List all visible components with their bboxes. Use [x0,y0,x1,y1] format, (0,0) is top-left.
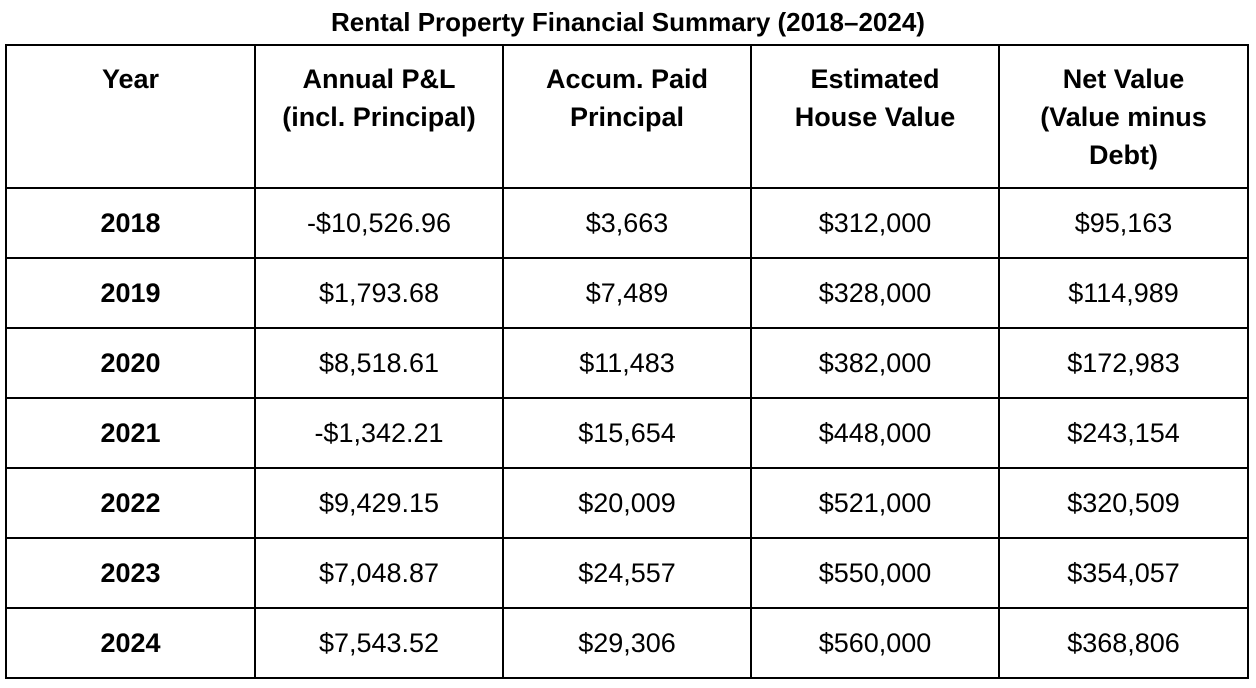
header-row [6,45,1248,188]
table-row [6,398,1248,468]
accum-principal-cell: $29,306 [503,608,751,678]
accum-principal-cell: $3,663 [503,188,751,258]
table-row [6,608,1248,678]
header-accum-paid-principal: Accum. Paid Principal [503,45,751,188]
house-value-cell: $560,000 [751,608,999,678]
header-year: Year [6,45,255,188]
house-value-cell: $550,000 [751,538,999,608]
header-annual-pl: Annual P&L (incl. Principal) [255,45,503,188]
accum-principal-cell: $7,489 [503,258,751,328]
annual-pl-cell: $9,429.15 [255,468,503,538]
year-cell: 2020 [6,328,255,398]
table-title: Rental Property Financial Summary (2018–2024) [331,7,925,37]
accum-principal-cell: $11,483 [503,328,751,398]
house-value-cell: $448,000 [751,398,999,468]
annual-pl-cell: -$10,526.96 [255,188,503,258]
table-row [6,258,1248,328]
year-cell: 2022 [6,468,255,538]
financial-summary-table [5,44,1249,679]
annual-pl-cell: $1,793.68 [255,258,503,328]
table-row [6,188,1248,258]
house-value-cell: $382,000 [751,328,999,398]
year-cell: 2021 [6,398,255,468]
accum-principal-cell: $24,557 [503,538,751,608]
house-value-cell: $328,000 [751,258,999,328]
table-row [6,538,1248,608]
net-value-cell: $172,983 [999,328,1248,398]
table-row [6,328,1248,398]
annual-pl-cell: -$1,342.21 [255,398,503,468]
net-value-cell: $354,057 [999,538,1248,608]
header-net-value: Net Value (Value minus Debt) [999,45,1248,188]
year-cell: 2018 [6,188,255,258]
table-row [6,468,1248,538]
annual-pl-cell: $7,048.87 [255,538,503,608]
net-value-cell: $114,989 [999,258,1248,328]
annual-pl-cell: $8,518.61 [255,328,503,398]
net-value-cell: $95,163 [999,188,1248,258]
year-cell: 2019 [6,258,255,328]
house-value-cell: $521,000 [751,468,999,538]
net-value-cell: $368,806 [999,608,1248,678]
year-cell: 2024 [6,608,255,678]
accum-principal-cell: $15,654 [503,398,751,468]
net-value-cell: $320,509 [999,468,1248,538]
net-value-cell: $243,154 [999,398,1248,468]
annual-pl-cell: $7,543.52 [255,608,503,678]
year-cell: 2023 [6,538,255,608]
accum-principal-cell: $20,009 [503,468,751,538]
header-estimated-house-value: Estimated House Value [751,45,999,188]
house-value-cell: $312,000 [751,188,999,258]
